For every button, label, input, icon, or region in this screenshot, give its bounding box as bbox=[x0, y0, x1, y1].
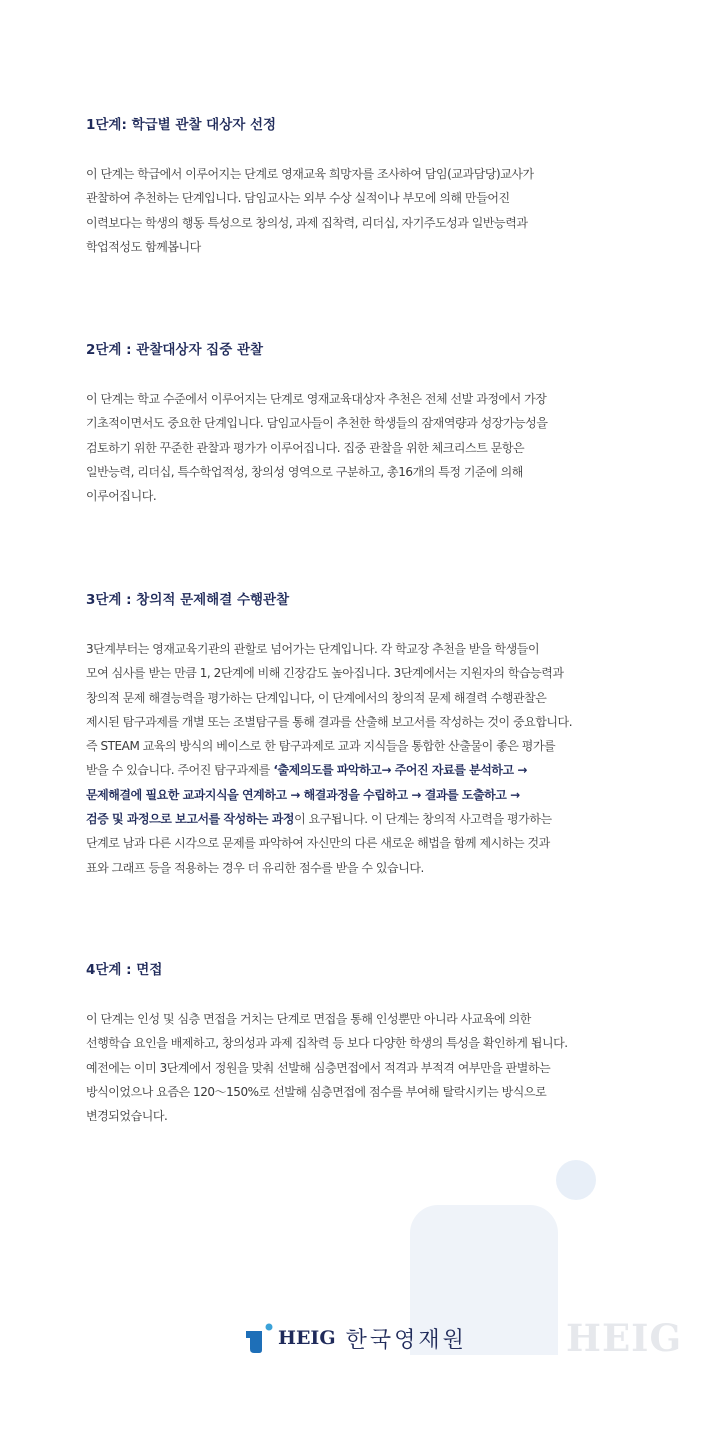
body-line-mixed bbox=[86, 807, 661, 831]
heig-watermark: HEIG bbox=[566, 1316, 683, 1360]
body-line: 3단계부터는 영재교육기관의 관할로 넘어가는 단계입니다. 각 학교장 추천을 받을 학생들이 bbox=[86, 642, 540, 656]
highlighted-process-text: 검증 및 과정으로 보고서를 작성하는 과정 bbox=[86, 812, 295, 827]
body-line-mixed bbox=[86, 758, 661, 782]
highlighted-process-text: ‘출제의도를 파악하고→ 주어진 자료를 분석하고 → bbox=[273, 763, 527, 778]
heig-logo bbox=[244, 1318, 467, 1358]
stage-1-section bbox=[86, 115, 661, 259]
stage-2-section bbox=[86, 340, 661, 508]
body-line: 기초적이면서도 중요한 단계입니다. 담임교사들이 추천한 학생들의 잠재역량과 성장가능성을 bbox=[86, 416, 548, 431]
decorative-circle bbox=[556, 1160, 596, 1200]
stage-4-section bbox=[86, 960, 661, 1128]
body-line: 이력보다는 학생의 행동 특성으로 창의성, 과제 집착력, 리더십, 자기주도성과 일반능력과 bbox=[86, 215, 528, 230]
logo-mark-icon bbox=[244, 1322, 274, 1354]
body-line: 창의적 문제 해결능력을 평가하는 단계입니다, 이 단계에서의 창의적 문제 해결력 수행관찰은 bbox=[86, 690, 547, 705]
highlighted-process-text: 문제해결에 필요한 교과지식을 연계하고 → 해결과정을 수립하고 → 결과를 도출하고 → bbox=[86, 787, 520, 802]
body-line: 관찰하여 추천하는 단계입니다. 담임교사는 외부 수상 실적이나 부모에 의해 만들어진 bbox=[86, 191, 510, 206]
stage-2-title: 2단계 : 관찰대상자 집중 관찰 bbox=[86, 342, 264, 358]
plain-text: 이 요구됩니다. 이 단계는 창의적 사고력을 평가하는 bbox=[294, 812, 552, 827]
stage-2-body bbox=[86, 387, 661, 508]
body-line: 즉 STEAM 교육의 방식의 베이스로 한 탐구과제로 교과 지식들을 통합한 산출물이 좋은 평가를 bbox=[86, 739, 556, 754]
body-line: 방식이었으나 요즘은 120～150%로 선발해 심층면접에 점수를 부여해 탈락시키는 방식으로 bbox=[86, 1084, 547, 1099]
body-line: 선행학습 요인을 배제하고, 창의성과 과제 집착력 등 보다 다양한 학생의 특성을 확인하게 됩니다. bbox=[86, 1036, 568, 1051]
body-line: 변경되었습니다. bbox=[86, 1109, 168, 1124]
body-line: 표와 그래프 등을 적용하는 경우 더 유리한 점수를 받을 수 있습니다. bbox=[86, 860, 424, 875]
body-line: 예전에는 이미 3단계에서 정원을 맞춰 선발해 심층면접에서 적격과 부적격 여부만을 판별하는 bbox=[86, 1060, 551, 1075]
stage-1-body bbox=[86, 162, 661, 259]
logo-korean-name: 한국영재원 bbox=[345, 1327, 467, 1353]
body-line: 제시된 탐구과제를 개별 또는 조별탐구를 통해 결과를 산출해 보고서를 작성하는 것이 중요합니다. bbox=[86, 714, 573, 729]
body-line: 검토하기 위한 꾸준한 관찰과 평가가 이루어집니다. 집중 관찰을 위한 체크리스트 문항은 bbox=[86, 440, 525, 455]
body-line: 단계로 남과 다른 시각으로 문제를 파악하여 자신만의 다른 새로운 해법을 함께 제시하는 것과 bbox=[86, 836, 550, 851]
plain-text: 받을 수 있습니다. 주어진 탐구과제를 bbox=[86, 763, 274, 778]
body-line: 이 단계는 학급에서 이루어지는 단계로 영재교육 희망자를 조사하여 담임(교과담당)교사가 bbox=[86, 167, 534, 181]
stage-3-section bbox=[86, 590, 661, 880]
body-line: 모여 심사를 받는 만큼 1, 2단계에 비해 긴장감도 높아집니다. 3단계에서는 지원자의 학습능력과 bbox=[86, 666, 564, 681]
body-line: 일반능력, 리더십, 특수학업적성, 창의성 영역으로 구분하고, 총16개의 특정 기준에 의해 bbox=[86, 464, 523, 479]
body-line: 이루어집니다. bbox=[86, 489, 157, 504]
body-line: 이 단계는 학교 수준에서 이루어지는 단계로 영재교육대상자 추천은 전체 선발 과정에서 가장 bbox=[86, 392, 547, 406]
body-line: 이 단계는 인성 및 심층 면접을 거치는 단계로 면접을 통해 인성뿐만 아니라 사교육에 의한 bbox=[86, 1012, 531, 1026]
stage-4-title: 4단계 : 면접 bbox=[86, 962, 163, 978]
logo-name: HEIG bbox=[278, 1327, 336, 1349]
stage-3-body bbox=[86, 637, 661, 880]
body-line: 학업적성도 함께봅니다 bbox=[86, 239, 201, 254]
stage-3-title: 3단계 : 창의적 문제해결 수행관찰 bbox=[86, 592, 290, 608]
stage-4-body bbox=[86, 1007, 661, 1128]
stage-1-title: 1단계: 학급별 관찰 대상자 선정 bbox=[86, 117, 277, 133]
